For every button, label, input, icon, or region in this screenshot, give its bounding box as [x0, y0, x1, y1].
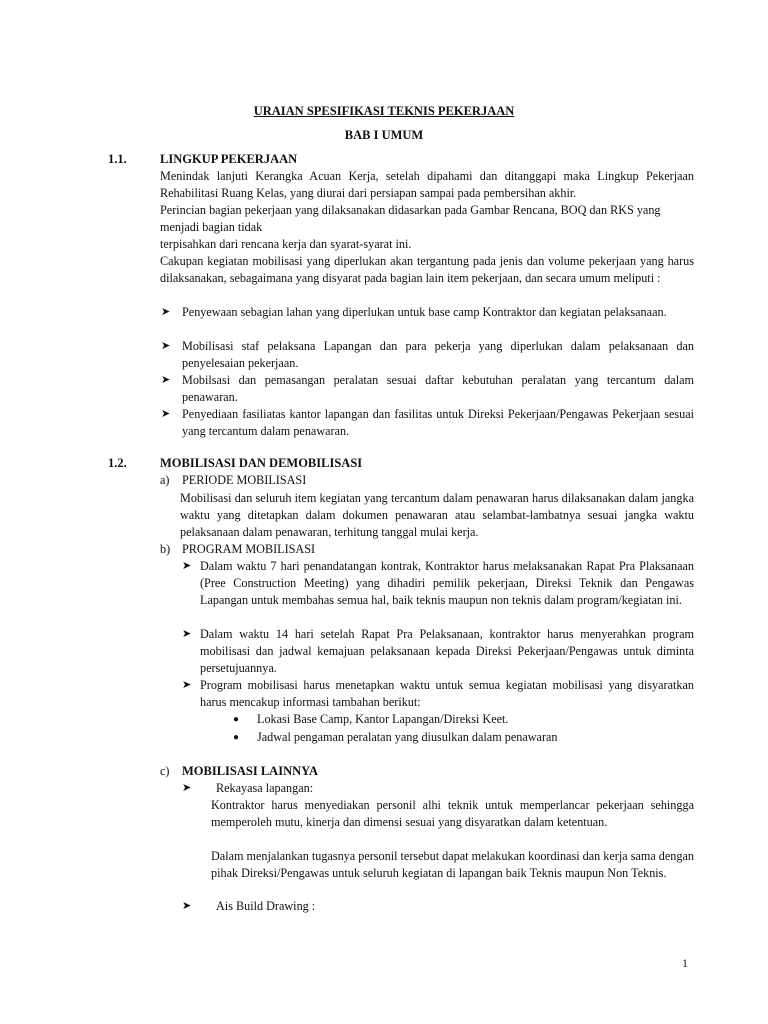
list-item: Lokasi Base Camp, Kantor Lapangan/Direksi Keet.: [257, 712, 509, 726]
list-item: Mobilsasi dan pemasangan peralatan sesuai daftar kebutuhan peralatan yang tercantum dalam penawaran.: [182, 373, 694, 404]
subsection-label-b: b): [160, 542, 171, 556]
list-item: Mobilisasi staf pelaksana Lapangan dan para pekerja yang diperlukan dalam pelaksanaan dan penyelesaian pekerjaan.: [182, 339, 694, 370]
arrowhead-bullet-icon: ➤: [182, 679, 192, 691]
arrowhead-bullet-icon: ➤: [161, 408, 171, 420]
list-item: Penyediaan fasiliatas kantor lapangan dan fasilitas untuk Direksi Pekerjaan/Pengawas Pekerjaan sesuai yang tercantum dalam penawaran.: [182, 407, 694, 438]
arrowhead-bullet-icon: ➤: [182, 560, 192, 572]
section-heading-mobilisasi: MOBILISASI DAN DEMOBILISASI: [160, 456, 363, 470]
subsection-label-a: a): [160, 473, 170, 487]
list-item: Penyewaan sebagian lahan yang diperlukan untuk base camp Kontraktor dan kegiatan pelaksanaan.: [182, 305, 667, 319]
section-number-1-2: 1.2.: [108, 456, 127, 470]
subsection-label-c: c): [160, 764, 170, 778]
page-number: 1: [682, 956, 688, 970]
section-number-1-1: 1.1.: [108, 152, 127, 166]
arrowhead-bullet-icon: ➤: [161, 340, 171, 352]
chapter-title: BAB I UMUM: [344, 128, 424, 142]
paragraph-rekayasa-1: Kontraktor harus menyediakan personil alhi teknik untuk memperlancar pekerjaan sehingga memperoleh mutu, kinerja dan dimensi sesuai yang disyaratkan dalam ketentuan.: [211, 798, 694, 829]
paragraph-rekayasa-2: Dalam menjalankan tugasnya personil tersebut dapat melakukan koordinasi dan kerja sama dengan pihak Direksi/Pengawas untuk seluruh kegiatan di lapangan baik Teknis maupun Non Teknis.: [211, 849, 694, 880]
arrowhead-bullet-icon: ➤: [182, 782, 192, 794]
list-item: Dalam waktu 14 hari setelah Rapat Pra Pelaksanaan, kontraktor harus menyerahkan program mobilisasi dan jadwal kemajuan pelaksanaan kepada Direksi Pekerjaan/Pengawas untuk diminta persetujuannya.: [200, 627, 694, 675]
list-item: Dalam waktu 7 hari penandatangan kontrak, Kontraktor harus melaksanakan Rapat Pra Plaksanaan (Pree Construction Meeting) yang dihadiri pemilik pekerjaan, Direksi Teknik dan Pengawas Lapangan untuk membahas semua hal, baik teknis maupun non teknis dalam program/kegiatan ini.: [200, 559, 694, 607]
list-item: Rekayasa lapangan:: [216, 781, 314, 795]
paragraph-lingkup-3: Cakupan kegiatan mobilisasi yang diperlukan akan tergantung pada jenis dan volume pekerjaan yang harus dilaksanakan, sebagaimana yang disyarat pada bagian lain item pekerjaan, dan secara umum meliputi :: [160, 254, 694, 285]
subsection-title-periode: PERIODE MOBILISASI: [182, 473, 307, 487]
arrowhead-bullet-icon: ➤: [182, 628, 192, 640]
paragraph-lingkup-2a: Perincian bagian pekerjaan yang dilaksanakan didasarkan pada Gambar Rencana, BOQ dan RKS yang menjadi bagian tidak: [160, 203, 661, 234]
paragraph-lingkup-2b: terpisahkan dari rencana kerja dan syarat-syarat ini.: [160, 237, 412, 251]
list-item: Program mobilisasi harus menetapkan waktu untuk semua kegiatan mobilisasi yang disyaratkan harus mencakup informasi tambahan berikut:: [200, 678, 694, 709]
arrowhead-bullet-icon: ➤: [161, 306, 171, 318]
list-item: Ais Build Drawing :: [216, 899, 316, 913]
list-item: Jadwal pengaman peralatan yang diusulkan dalam penawaran: [257, 730, 558, 744]
subsection-title-lainnya: MOBILISASI LAINNYA: [182, 764, 319, 778]
round-bullet-icon: ●: [233, 714, 240, 725]
arrowhead-bullet-icon: ➤: [161, 374, 171, 386]
section-heading-lingkup: LINGKUP PEKERJAAN: [160, 152, 298, 166]
round-bullet-icon: ●: [233, 732, 240, 743]
subsection-title-program: PROGRAM MOBILISASI: [182, 542, 316, 556]
arrowhead-bullet-icon: ➤: [182, 900, 192, 912]
paragraph-periode: Mobilisasi dan seluruh item kegiatan yang tercantum dalam penawaran harus dilaksanakan dalam jangka waktu yang ditetapkan dalam dokumen penawaran atau selambat-lambatnya sesuai jangka waktu pelaksanaan dalam penawaran, terhitung tanggal mulai kerja.: [180, 491, 694, 539]
document-title: URAIAN SPESIFIKASI TEKNIS PEKERJAAN: [253, 104, 515, 118]
paragraph-lingkup-1: Menindak lanjuti Kerangka Acuan Kerja, setelah dipahami dan ditanggapi maka Lingkup Pekerjaan Rehabilitasi Ruang Kelas, yang diurai dari persiapan sampai pada pembersihan akhir.: [160, 169, 694, 200]
